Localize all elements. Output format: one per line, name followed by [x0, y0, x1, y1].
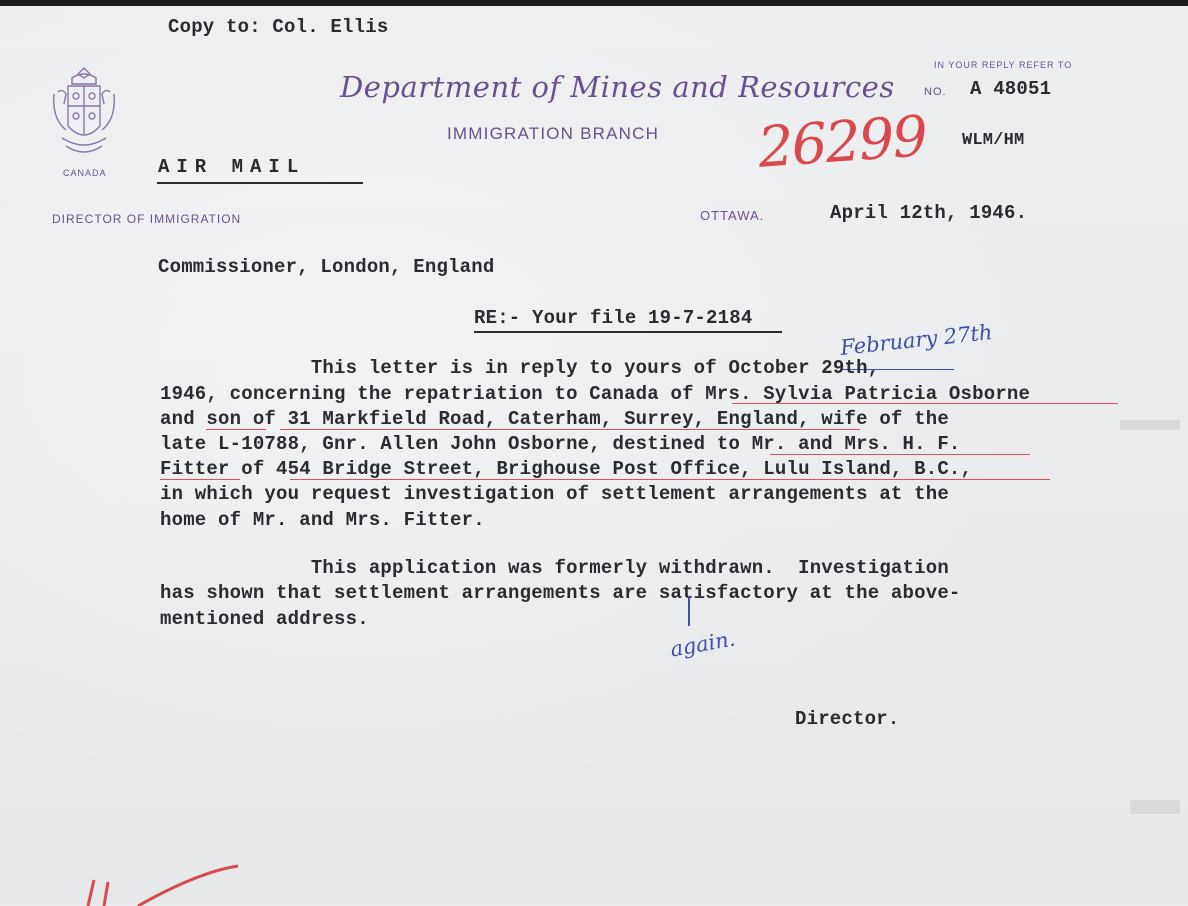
- reference-number: A 48051: [970, 78, 1052, 100]
- letter-date: April 12th, 1946.: [830, 202, 1028, 224]
- red-underline: [732, 403, 1118, 404]
- body-line: mentioned address.: [160, 608, 369, 630]
- body-line: home of Mr. and Mrs. Fitter.: [160, 509, 485, 531]
- department-title: Department of Mines and Resources: [340, 70, 895, 104]
- red-underline: [280, 429, 860, 430]
- director-label: DIRECTOR OF IMMIGRATION: [52, 212, 242, 226]
- body-line: This letter is in reply to yours of October 29th,: [160, 357, 880, 379]
- body-line: and son of 31 Markfield Road, Caterham, Surrey, England, wife of the: [160, 408, 949, 430]
- paper-speck: [1130, 800, 1180, 814]
- subject-underline: [474, 331, 782, 333]
- air-mail-label: AIR MAIL: [158, 156, 306, 178]
- copy-to-line: Copy to: Col. Ellis: [168, 16, 389, 38]
- scan-edge: [0, 0, 1188, 6]
- typist-initials: WLM/HM: [962, 131, 1025, 150]
- signature-line: Director.: [795, 708, 900, 730]
- subject-line: RE:- Your file 19-7-2184: [474, 307, 753, 329]
- handwritten-file-number: 26299: [755, 104, 929, 181]
- body-line: has shown that settlement arrangements are satisfactory at the above-: [160, 582, 961, 604]
- handwritten-date-correction: February 27th: [839, 320, 994, 360]
- no-label: NO.: [924, 86, 947, 98]
- ottawa-label: OTTAWA.: [700, 208, 765, 223]
- body-line: in which you request investigation of settlement arrangements at the: [160, 483, 949, 505]
- red-underline: [206, 429, 266, 430]
- body-line: late L-10788, Gnr. Allen John Osborne, destined to Mr. and Mrs. H. F.: [160, 433, 961, 455]
- red-underline: [290, 479, 1050, 480]
- body-line: 1946, concerning the repatriation to Canada of Mrs. Sylvia Patricia Osborne: [160, 383, 1031, 405]
- canada-label: CANADA: [63, 168, 107, 178]
- red-underline: [160, 479, 240, 480]
- refer-label: IN YOUR REPLY REFER TO: [934, 60, 1073, 70]
- branch-title: IMMIGRATION BRANCH: [447, 124, 660, 143]
- air-mail-underline: [157, 182, 363, 184]
- handwritten-insertion-again: again.: [668, 626, 737, 662]
- paper-speck: [1120, 420, 1180, 430]
- addressee: Commissioner, London, England: [158, 256, 495, 278]
- canada-crest-icon: [48, 64, 120, 164]
- red-underline: [770, 454, 1030, 455]
- body-line: This application was formerly withdrawn. Investigation: [160, 557, 949, 579]
- body-line: Fitter of 454 Bridge Street, Brighouse Post Office, Lulu Island, B.C.,: [160, 458, 973, 480]
- red-ink-mark: [78, 862, 248, 906]
